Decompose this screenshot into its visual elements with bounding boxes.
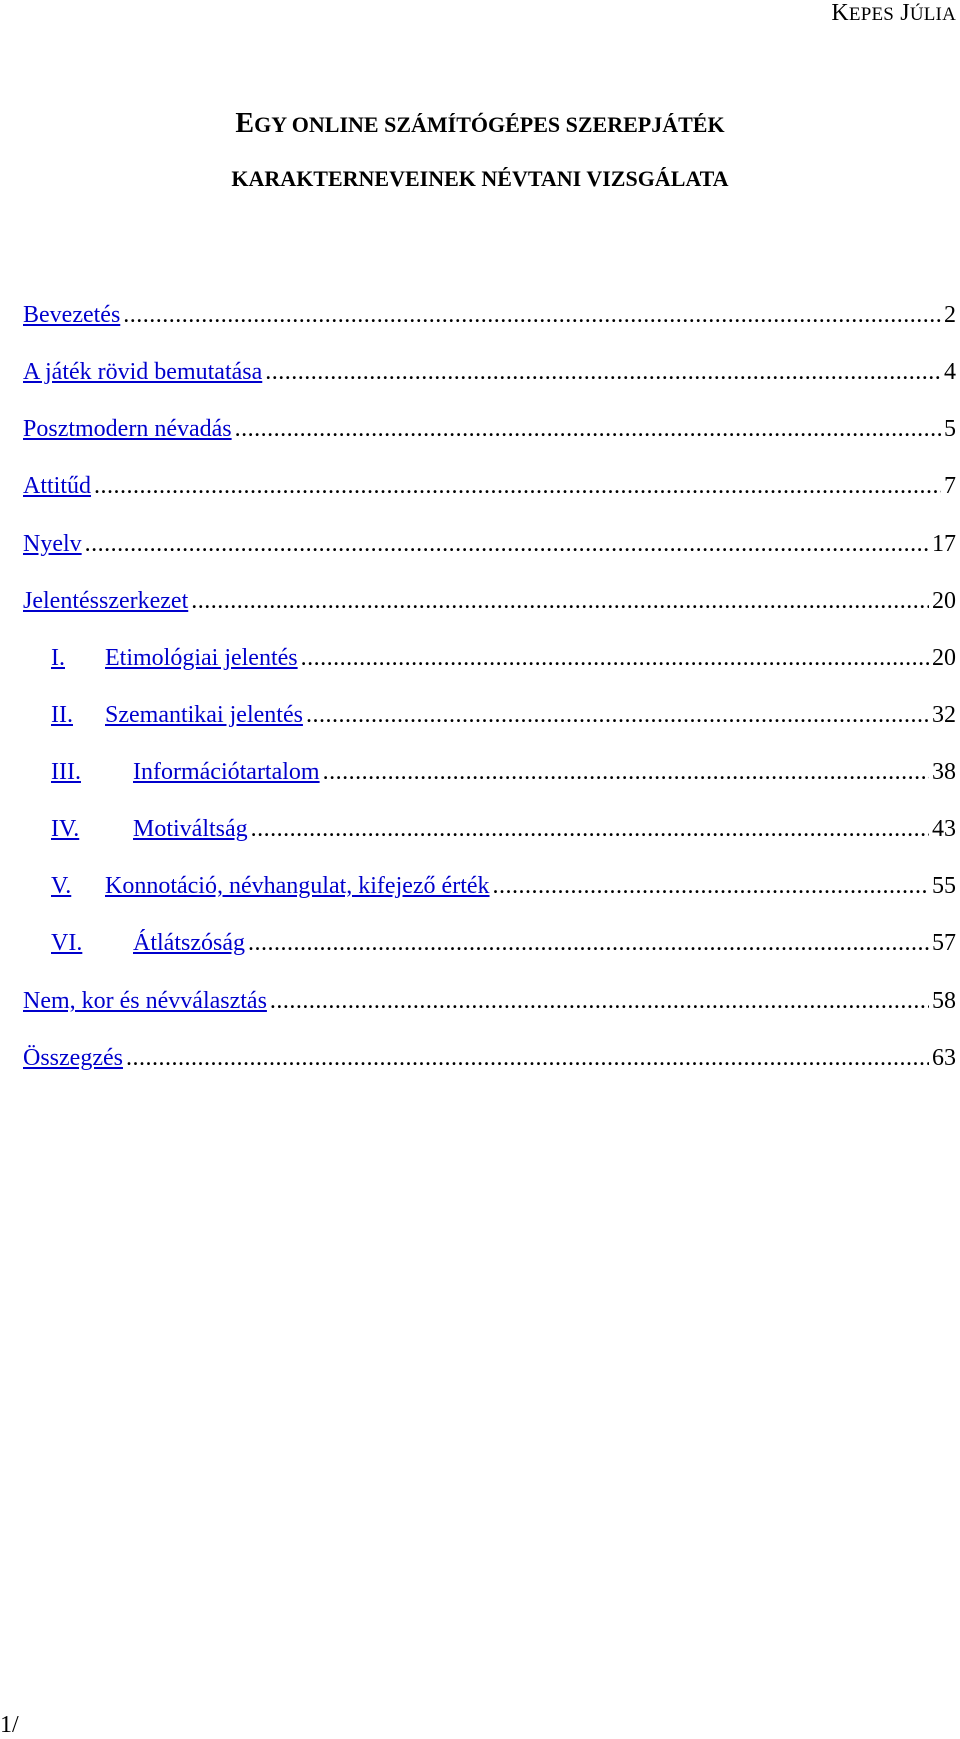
toc-entry[interactable] <box>23 988 956 1018</box>
toc-entry[interactable] <box>23 588 956 618</box>
running-header-author <box>831 0 956 27</box>
toc-entry-link[interactable]: Átlátszóság <box>133 930 245 956</box>
toc-dot-leader <box>323 759 929 786</box>
toc-roman-numeral[interactable]: III. <box>51 759 81 785</box>
author-initial-1: K <box>831 0 849 26</box>
toc-entry[interactable] <box>51 759 956 789</box>
toc-dot-leader <box>248 930 929 957</box>
toc-page-number: 57 <box>932 930 956 956</box>
toc-dot-leader <box>265 359 941 386</box>
toc-page-number: 7 <box>944 473 956 499</box>
toc-page-number: 20 <box>932 645 956 671</box>
toc-entry-link[interactable]: Etimológiai jelentés <box>105 645 298 671</box>
toc-entry[interactable] <box>23 302 956 332</box>
toc-entry[interactable] <box>23 416 956 446</box>
toc-entry[interactable] <box>51 702 956 732</box>
toc-page-number: 43 <box>932 816 956 842</box>
toc-entry-link[interactable]: Összegzés <box>23 1045 123 1071</box>
toc-dot-leader <box>85 531 929 558</box>
title-line-1-rest: GY ONLINE SZÁMÍTÓGÉPES SZEREPJÁTÉK <box>254 112 725 137</box>
toc-entry-link[interactable]: A játék rövid bemutatása <box>23 359 263 385</box>
toc-roman-numeral[interactable]: II. <box>51 702 73 728</box>
toc-entry[interactable] <box>51 816 956 846</box>
author-rest-1: EPES <box>848 4 895 25</box>
toc-entry[interactable] <box>51 645 956 675</box>
toc-page-number: 4 <box>944 359 956 385</box>
toc-roman-numeral[interactable]: IV. <box>51 816 80 842</box>
toc-entry[interactable] <box>51 873 956 903</box>
toc-page-number: 2 <box>944 302 956 328</box>
toc-dot-leader <box>235 416 941 443</box>
toc-page-number: 5 <box>944 416 956 442</box>
document-title-line-1 <box>0 108 960 140</box>
toc-page-number: 32 <box>932 702 956 728</box>
page-number: 1/ <box>0 1712 19 1738</box>
toc-dot-leader <box>306 702 929 729</box>
toc-page-number: 17 <box>932 531 956 557</box>
toc-roman-numeral[interactable]: V. <box>51 873 72 899</box>
toc-entry[interactable] <box>51 930 956 960</box>
author-initial-2: J <box>900 0 910 26</box>
toc-entry-link[interactable]: Bevezetés <box>23 302 121 328</box>
toc-entry-link[interactable]: Konnotáció, névhangulat, kifejező érték <box>105 873 490 899</box>
toc-dot-leader <box>493 873 929 900</box>
toc-entry-link[interactable]: Információtartalom <box>133 759 320 785</box>
toc-entry-link[interactable]: Jelentésszerkezet <box>23 588 189 614</box>
toc-entry-link[interactable]: Nyelv <box>23 531 82 557</box>
toc-page-number: 58 <box>932 988 956 1014</box>
toc-dot-leader <box>270 988 929 1015</box>
toc-entry[interactable] <box>23 473 956 503</box>
toc-entry-link[interactable]: Posztmodern névadás <box>23 416 232 442</box>
toc-dot-leader <box>94 473 941 500</box>
toc-dot-leader <box>301 645 929 672</box>
toc-page-number: 63 <box>932 1045 956 1071</box>
toc-page-number: 20 <box>932 588 956 614</box>
toc-dot-leader <box>251 816 929 843</box>
toc-entry-link[interactable]: Motiváltság <box>133 816 248 842</box>
toc-dot-leader <box>123 302 941 329</box>
toc-page-number: 55 <box>932 873 956 899</box>
title-initial: E <box>235 108 255 139</box>
toc-roman-numeral[interactable]: VI. <box>51 930 83 956</box>
author-rest-2: ÚLIA <box>909 4 956 25</box>
toc-roman-numeral[interactable]: I. <box>51 645 65 671</box>
toc-entry-link[interactable]: Attitűd <box>23 473 92 499</box>
document-title-line-2: KARAKTERNEVEINEK NÉVTANI VIZSGÁLATA <box>231 166 729 191</box>
toc-page-number: 38 <box>932 759 956 785</box>
toc-entry[interactable] <box>23 1045 956 1075</box>
toc-entry[interactable] <box>23 359 956 389</box>
toc-entry[interactable] <box>23 531 956 561</box>
toc-entry-link[interactable]: Nem, kor és névválasztás <box>23 988 267 1014</box>
toc-entry-link[interactable]: Szemantikai jelentés <box>105 702 303 728</box>
toc-dot-leader <box>126 1045 929 1072</box>
toc-dot-leader <box>191 588 929 615</box>
